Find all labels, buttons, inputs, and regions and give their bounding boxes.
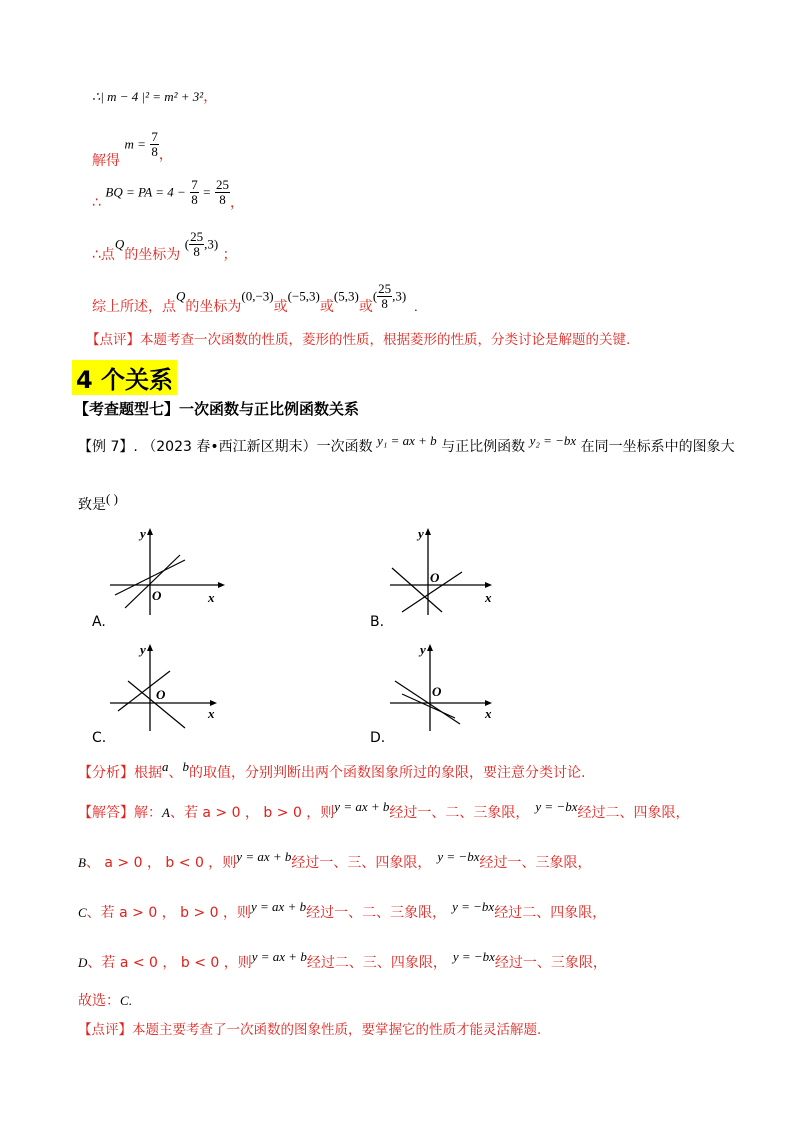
function-linear: y = ax + b xyxy=(236,849,292,864)
choice-line xyxy=(78,990,132,1010)
coordinate-2: (−5,3) xyxy=(287,288,320,304)
numerator: 25 xyxy=(215,177,229,192)
quadrants-proportional: 经过二、四象限， xyxy=(577,805,690,821)
equation-line-1 xyxy=(92,86,217,106)
answer-label: 【解答】 xyxy=(78,805,134,821)
answer-line-b xyxy=(78,849,592,872)
coordinate-1: (0,−3) xyxy=(241,288,274,304)
fraction-25-8 xyxy=(215,178,230,207)
quadrants-linear: 经过一、三、四象限， xyxy=(291,855,432,871)
quadrants-proportional: 经过一、三象限， xyxy=(479,855,592,871)
paren-close: ,3) xyxy=(204,236,219,252)
equals-sign: = xyxy=(203,184,211,200)
answer-line-a xyxy=(78,799,690,822)
letter-d: D xyxy=(78,955,88,970)
answer-line-c xyxy=(78,899,607,922)
equation-line-2 xyxy=(92,129,173,169)
option-d-label: D. xyxy=(370,730,386,746)
condition-d: 、若 a < 0 ， b < 0 ，则 xyxy=(87,955,252,971)
example-label: 【例 7】. xyxy=(78,439,138,455)
analysis-label: 【分析】 xyxy=(78,765,134,781)
quadrants-proportional: 经过二、四象限， xyxy=(494,905,607,921)
letter-c: C xyxy=(78,905,87,920)
fraction-25-8 xyxy=(377,282,392,311)
numerator: 25 xyxy=(190,229,204,244)
point-q: Q xyxy=(114,236,125,252)
bq-equals-pa: BQ = PA = 4 − xyxy=(105,184,186,200)
punctuation: ， xyxy=(203,89,218,105)
var-b: b xyxy=(182,759,189,774)
denominator: 8 xyxy=(219,192,226,207)
y-label: y xyxy=(140,526,146,541)
example-mid-text: 与正比例函数 xyxy=(441,439,526,455)
example-tail-text: 在同一坐标系中的图象大 xyxy=(580,439,735,455)
y-arrow xyxy=(425,528,431,535)
y-label: y xyxy=(420,642,426,657)
answer-parentheses: ( ) xyxy=(106,491,118,506)
quadrants-proportional: 经过一、三象限， xyxy=(494,955,607,971)
equation-abs-square: ∴| m − 4 |² = m² + 3² xyxy=(92,89,204,104)
point-q: Q xyxy=(176,288,186,304)
y-arrow xyxy=(147,528,153,535)
var-a: a xyxy=(162,759,169,774)
origin-label: O xyxy=(152,588,162,603)
function-proportional: y = −bx xyxy=(535,799,578,814)
letter-a: A xyxy=(162,805,170,820)
y-arrow xyxy=(147,644,153,651)
paren-open: ( xyxy=(184,236,190,252)
function-proportional: y = −bx xyxy=(452,899,495,914)
coordinate-3: (5,3) xyxy=(333,288,359,304)
summary-prefix: 综上所述，点 xyxy=(92,298,176,315)
analysis-text-1: 根据 xyxy=(134,765,162,781)
separator: 、 xyxy=(168,765,183,781)
origin-label: O xyxy=(430,570,440,585)
summary-line xyxy=(92,281,418,315)
m-equals: m = xyxy=(124,136,146,152)
option-a-label: A. xyxy=(92,614,106,630)
fraction-7-8 xyxy=(150,130,159,159)
function-proportional: y = −bx xyxy=(452,949,495,964)
punctuation: ， xyxy=(158,146,173,163)
numerator: 7 xyxy=(151,129,158,144)
final-comment: 【点评】本题主要考查了一次函数的图象性质，要掌握它的性质才能灵活解题. xyxy=(78,1022,542,1038)
therefore-point: ∴点 xyxy=(92,246,115,263)
choice-prefix: 故选： xyxy=(78,993,120,1009)
origin-label: O xyxy=(156,687,166,702)
y-label: y xyxy=(140,642,146,657)
x-arrow xyxy=(485,582,492,588)
equation-line-3 xyxy=(92,177,244,211)
choice-letter: C xyxy=(120,993,129,1008)
or-label: 或 xyxy=(358,298,373,315)
question-type-title: 【考查题型七】一次函数与正比例函数关系 xyxy=(74,400,360,418)
therefore-symbol: ∴ xyxy=(92,194,101,211)
numerator: 25 xyxy=(378,281,392,296)
answer-line-d xyxy=(78,949,607,972)
analysis-text-2: 的取值，分别判断出两个函数图象所过的象限，要注意分类讨论. xyxy=(189,765,586,781)
option-c-label: C. xyxy=(92,730,107,746)
origin-label: O xyxy=(432,684,442,699)
comment-1: 【点评】本题考查一次函数的性质，菱形的性质，根据菱形的性质，分类讨论是解题的关键. xyxy=(86,332,631,348)
punctuation: . xyxy=(414,298,418,314)
quadrants-linear: 经过二、三、四象限， xyxy=(306,955,447,971)
quadrants-linear: 经过一、二、三象限， xyxy=(389,805,530,821)
option-b-label: B. xyxy=(370,614,385,630)
condition-a: 、若 a > 0 ， b > 0 ，则 xyxy=(169,805,335,821)
answer-prefix: 解： xyxy=(134,805,162,821)
fraction-25-8 xyxy=(189,230,204,259)
x-label: x xyxy=(208,706,215,721)
line-2 xyxy=(402,694,455,718)
y-label: y xyxy=(418,526,424,541)
example-line-1 xyxy=(78,433,735,456)
graph-b xyxy=(380,520,520,620)
example-line-2-text: 致是 xyxy=(78,497,106,513)
graph-c xyxy=(100,636,240,736)
function-y1: y₁ = ax + b xyxy=(377,433,437,448)
y-arrow xyxy=(427,644,433,651)
x-label: x xyxy=(485,706,492,721)
denominator: 8 xyxy=(381,296,388,311)
function-linear: y = ax + b xyxy=(251,899,307,914)
x-label: x xyxy=(485,590,492,605)
function-linear: y = ax + b xyxy=(251,949,307,964)
coordinate-label: 的坐标为 xyxy=(185,298,242,315)
numerator: 7 xyxy=(191,177,198,192)
punctuation: ； xyxy=(222,246,237,263)
function-y2: y₂ = −bx xyxy=(529,433,577,448)
denominator: 8 xyxy=(191,192,198,207)
quadrants-linear: 经过一、二、三象限， xyxy=(306,905,447,921)
denominator: 8 xyxy=(151,144,158,159)
example-line-2 xyxy=(78,491,118,514)
section-heading: 4 个关系 xyxy=(72,360,177,395)
or-label: 或 xyxy=(273,298,288,315)
paren-close: ,3) xyxy=(392,288,407,304)
paren-open: ( xyxy=(372,288,378,304)
solve-label: 解得 xyxy=(92,152,120,169)
condition-b: 、 a > 0 ， b < 0 ，则 xyxy=(85,855,237,871)
or-label: 或 xyxy=(319,298,334,315)
function-proportional: y = −bx xyxy=(437,849,480,864)
function-linear: y = ax + b xyxy=(334,799,390,814)
denominator: 8 xyxy=(193,244,200,259)
letter-b: B xyxy=(78,855,86,870)
analysis-line xyxy=(78,759,586,782)
fraction-7-8 xyxy=(190,178,199,207)
x-arrow xyxy=(218,582,225,588)
graph-a xyxy=(100,520,240,620)
punctuation: . xyxy=(128,993,132,1008)
coordinate-label: 的坐标为 xyxy=(124,246,181,263)
x-label: x xyxy=(208,590,215,605)
condition-c: 、若 a > 0 ， b > 0 ，则 xyxy=(86,905,252,921)
example-source: （2023 春•西江新区期末）一次函数 xyxy=(142,439,373,455)
graph-d xyxy=(380,636,520,736)
punctuation: ， xyxy=(229,194,244,211)
equation-line-4 xyxy=(92,229,237,263)
